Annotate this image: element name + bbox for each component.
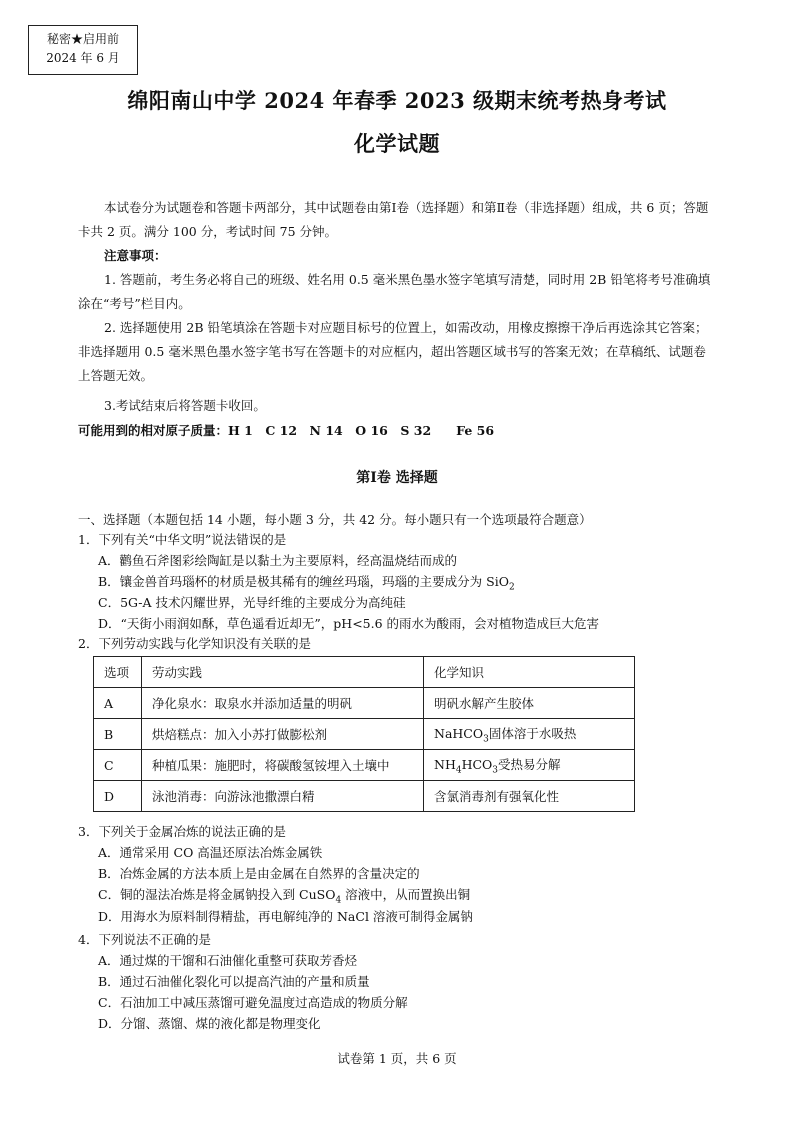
q3-option-d: D．用海水为原料制得精盐，再电解纯净的 NaCl 溶液可制得金属钠: [98, 909, 473, 924]
exam-title: 绵阳南山中学 2024 年春季 2023 级期末统考热身考试: [127, 88, 667, 113]
q4-option-d: D．分馏、蒸馏、煤的液化都是物理变化: [98, 1016, 321, 1031]
row-option: B: [94, 719, 142, 750]
table-row: [94, 688, 635, 719]
secret-label-box: [28, 25, 138, 75]
q3-stem: 3．下列关于金属冶炼的说法正确的是: [78, 824, 286, 839]
row-knowledge: $NH_4HCO_3$受热易分解: [424, 750, 635, 781]
q1-stem: 1．下列有关“中华文明”说法错误的是: [78, 532, 287, 547]
notice-title: 注意事项：: [104, 248, 167, 263]
q4-option-c: C．石油加工中减压蒸馏可避免温度过高造成的物质分解: [98, 995, 408, 1010]
notice-item-3: 3.考试结束后将答题卡收回。: [104, 398, 266, 413]
section-title: 第Ⅰ卷 选择题: [356, 470, 438, 486]
table-header-row: [94, 657, 635, 688]
page-footer: 试卷第 1 页，共 6 页: [337, 1051, 457, 1066]
q4-stem: 4．下列说法不正确的是: [78, 932, 211, 947]
part1-instructions: 一、选择题（本题包括 14 小题，每小题 3 分，共 42 分。每小题只有一个选项最符合题意）: [78, 512, 592, 527]
row-practice: 烘焙糕点：加入小苏打做膨松剂: [142, 719, 424, 750]
q3-option-b: B．冶炼金属的方法本质上是由金属在自然界的含量决定的: [98, 866, 420, 881]
q4-option-a: A．通过煤的干馏和石油催化重整可获取芳香烃: [98, 953, 358, 968]
row-knowledge: NaHCO$_3$固体溶于水吸热: [424, 719, 635, 750]
secret-label: 秘密★启用前: [46, 32, 119, 46]
table-row: [94, 750, 635, 781]
subject-title: 化学试题: [354, 131, 440, 156]
q1-option-a: A．鹳鱼石斧图彩绘陶缸是以黏土为主要原料，经高温烧结而成的: [98, 553, 458, 568]
q4-option-b: B．通过石油催化裂化可以提高汽油的产量和质量: [98, 974, 370, 989]
q1-option-c: C．5G-A 技术闪耀世界，光导纤维的主要成分为高纯硅: [98, 595, 406, 610]
row-practice: 泳池消毒：向游泳池撒漂白精: [142, 781, 424, 812]
row-knowledge: 含氯消毒剂有强氧化性: [424, 781, 635, 812]
row-practice: 净化泉水：取泉水并添加适量的明矾: [142, 688, 424, 719]
atomic-mass-line: 可能用到的相对原子质量：H 1 C 12 N 14 O 16 S 32 Fe 56: [78, 423, 495, 438]
notice-item-1: 1. 答题前，考生务必将自己的班级、姓名用 0.5 毫米黑色墨水签字笔填写清楚，同时用 2B 铅笔将考号准确填涂在“考号”栏目内。: [78, 272, 711, 311]
table-row: [94, 781, 635, 812]
intro-paragraph: 本试卷分为试题卷和答题卡两部分，其中试题卷由第Ⅰ卷（选择题）和第Ⅱ卷（非选择题）组成，共 6 页；答题卡共 2 页。满分 100 分，考试时间 75 分钟。: [78, 200, 709, 239]
q3-option-c: C．铜的湿法冶炼是将金属钠投入到 CuSO$_4$ 溶液中，从而置换出铜: [98, 887, 471, 906]
header-practice: 劳动实践: [142, 657, 424, 688]
row-option: D: [94, 781, 142, 812]
row-practice: 种植瓜果：施肥时，将碳酸氢铵埋入土壤中: [142, 750, 424, 781]
header-knowledge: 化学知识: [424, 657, 635, 688]
table-row: [94, 719, 635, 750]
row-option: C: [94, 750, 142, 781]
row-knowledge: 明矾水解产生胶体: [424, 688, 635, 719]
q1-option-b: B．镶金兽首玛瑙杯的材质是极其稀有的缠丝玛瑙，玛瑙的主要成分为 SiO$_2$: [98, 574, 515, 593]
date-label: 2024 年 6 月: [46, 51, 120, 65]
row-option: A: [94, 688, 142, 719]
q2-table: [93, 656, 635, 812]
q1-option-d: D．“天街小雨润如酥，草色遥看近却无”，pH<5.6 的雨水为酸雨，会对植物造成巨大危害: [98, 616, 600, 631]
q3-option-a: A．通常采用 CO 高温还原法冶炼金属铁: [98, 845, 323, 860]
q2-stem: 2．下列劳动实践与化学知识没有关联的是: [78, 636, 311, 651]
notice-item-2: 2. 选择题使用 2B 铅笔填涂在答题卡对应题目标号的位置上，如需改动，用橡皮擦擦干净后再选涂其它答案；非选择题用 0.5 毫米黑色墨水签字笔书写在答题卡的对应框内，超出答题区域书写的答案无效；在草稿纸、试题卷上答题无效。: [78, 320, 708, 383]
header-option: 选项: [94, 657, 142, 688]
